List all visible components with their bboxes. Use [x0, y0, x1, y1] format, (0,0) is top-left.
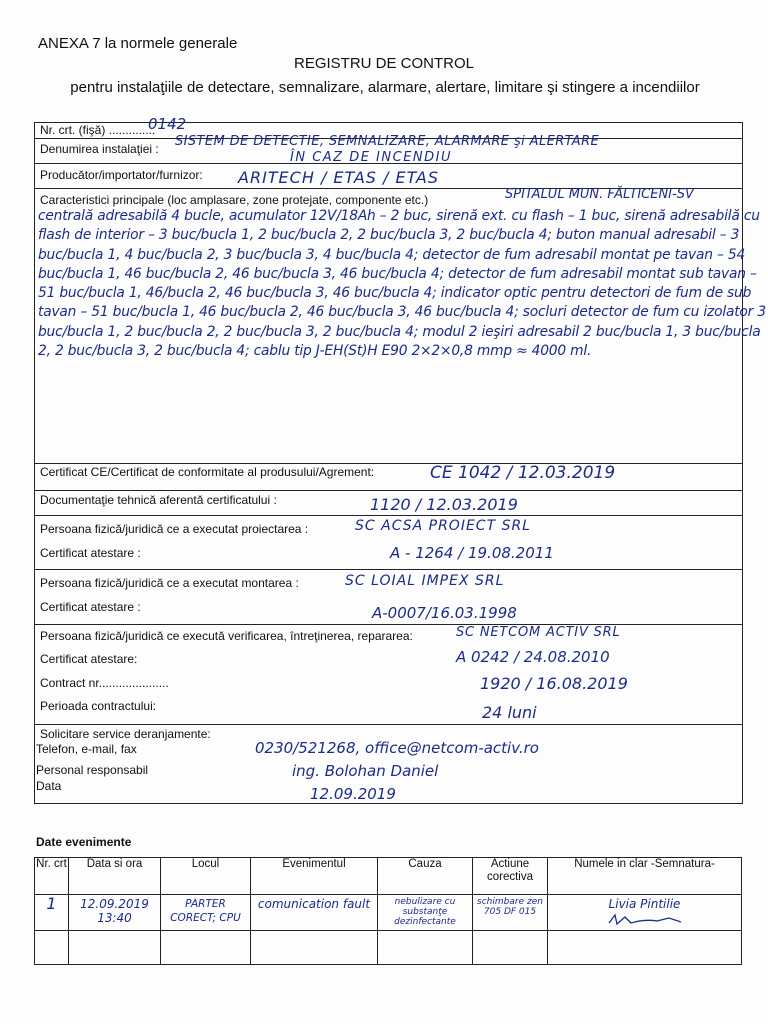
table-row: [35, 931, 742, 965]
col-header-nume: Numele in clar -Semnatura-: [548, 858, 742, 895]
events-heading: Date evenimente: [36, 835, 132, 849]
cert-atestare-value-3: A 0242 / 24.08.2010: [456, 648, 610, 666]
personal-label: Personal responsabil: [36, 763, 149, 777]
row-divider: [35, 463, 742, 464]
col-header-data: Data si ora: [69, 858, 161, 895]
proiectare-value: SC ACSA PROIECT SRL: [355, 518, 531, 534]
col-header-locul: Locul: [161, 858, 251, 895]
cell-empty: [35, 931, 69, 965]
solicitare-label: Solicitare service deranjamente:: [40, 727, 211, 741]
cell-cauza: nebulizare cu substanţe dezinfectante: [378, 895, 473, 931]
cert-atestare-value-1: A - 1264 / 19.08.2011: [390, 544, 554, 562]
cell-empty: [378, 931, 473, 965]
events-table: [34, 857, 742, 965]
cell-empty: [69, 931, 161, 965]
cell-time: 13:40: [97, 911, 132, 925]
cell-evenimentul: comunication fault: [251, 895, 378, 931]
montare-label: Persoana fizică/juridică ce a executat montarea :: [40, 576, 299, 590]
cell-empty: [473, 931, 548, 965]
cell-locul: PARTER CORECT; CPU: [161, 895, 251, 931]
documentatie-label: Documentaţie tehnică aferentă certificatului :: [40, 493, 277, 507]
personal-value: ing. Bolohan Daniel: [292, 762, 439, 780]
row-divider: [35, 515, 742, 516]
producator-value: ARITECH / ETAS / ETAS: [238, 168, 440, 187]
perioada-label: Perioada contractului:: [40, 699, 157, 713]
denumire-value-line1: SISTEM DE DETECTIE, SEMNALIZARE, ALARMARE şi ALERTARE: [175, 134, 600, 149]
caracteristici-label: Caracteristici principale (loc amplasare, zone protejate, componente etc.): [40, 193, 429, 207]
cell-empty: [251, 931, 378, 965]
table-row: [35, 895, 742, 931]
cell-date: 12.09.2019: [80, 897, 149, 911]
row-divider: [35, 724, 742, 725]
row-divider: [35, 490, 742, 491]
certificat-ce-value: CE 1042 / 12.03.2019: [430, 463, 616, 483]
cert-atestare-label-3: Certificat atestare:: [40, 652, 138, 666]
signature-icon: [605, 913, 685, 927]
cell-data: [69, 895, 161, 931]
cert-atestare-label-1: Certificat atestare :: [40, 546, 141, 560]
contact-label: Telefon, e-mail, fax: [36, 742, 137, 756]
contract-label: Contract nr.....................: [40, 676, 169, 690]
col-header-evenimentul: Evenimentul: [251, 858, 378, 895]
cell-nume-text: Livia Pintilie: [608, 897, 681, 911]
montare-value: SC LOIAL IMPEX SRL: [345, 573, 505, 589]
row-divider: [35, 624, 742, 625]
row-divider: [35, 569, 742, 570]
verificare-label: Persoana fizică/juridică ce execută verificarea, întreţinerea, repararea:: [40, 629, 413, 643]
caracteristici-location: SPITALUL MUN. FĂLTICENI-SV: [505, 187, 694, 202]
document-title: REGISTRU DE CONTROL: [293, 55, 474, 72]
annex-label: ANEXA 7 la normele generale: [38, 35, 238, 52]
cell-actiune: schimbare zen 705 DF 015: [473, 895, 548, 931]
denumire-label: Denumirea instalaţiei :: [40, 142, 159, 156]
cell-nume: [548, 895, 742, 931]
contract-value: 1920 / 16.08.2019: [480, 674, 628, 693]
col-header-cauza: Cauza: [378, 858, 473, 895]
nr-crt-value: 0142: [148, 115, 187, 133]
certificat-ce-label: Certificat CE/Certificat de conformitate al produsului/Agrement:: [40, 465, 375, 479]
col-header-actiune: Actiune corectiva: [473, 858, 548, 895]
cell-empty: [161, 931, 251, 965]
documentatie-value: 1120 / 12.03.2019: [370, 495, 518, 514]
producator-label: Producător/importator/furnizor:: [40, 168, 203, 182]
cell-nr: 1: [35, 895, 69, 931]
document-subtitle: pentru instalaţiile de detectare, semnalizare, alarmare, alertare, limitare şi stingere a incendiilor: [70, 79, 700, 96]
proiectare-label: Persoana fizică/juridică ce a executat proiectarea :: [40, 522, 309, 536]
nr-crt-label: Nr. crt. (fişă) ..............: [40, 123, 156, 137]
col-header-nr: Nr. crt: [35, 858, 69, 895]
cert-atestare-value-2: A-0007/16.03.1998: [372, 604, 517, 622]
denumire-value-line2: ÎN CAZ DE INCENDIU: [290, 150, 452, 165]
data-value: 12.09.2019: [310, 785, 396, 803]
cert-atestare-label-2: Certificat atestare :: [40, 600, 141, 614]
events-header-row: [35, 858, 742, 895]
cell-empty: [548, 931, 742, 965]
verificare-value: SC NETCOM ACTIV SRL: [456, 625, 621, 640]
data-label: Data: [36, 779, 62, 793]
solicitare-value: 0230/521268, office@netcom-activ.ro: [255, 739, 539, 757]
caracteristici-value: centrală adresabilă 4 bucle, acumulator 12V/18Ah – 2 buc, sirenă ext. cu flash – 1 buc, sirenă adresabilă cu flash de interior – 3 buc/bucla 1, 2 buc/bucla 2, 2 buc/bucla 3, 2 buc/bucla 4; buton manual adresabil – 3 buc/bucla 1, 4 buc/bucla 2, 3 buc/bucla 3, 4 buc/bucla 4; detector de fum adresabil montat pe tavan – 54 buc/bucla 1, 46 buc/bucla 2, 46 buc/bucla 3, 46 buc/bucla 4; detector de fum adresabil montat sub tavan – 51 buc/bucla 1, 46/bucla 2, 46 buc/bucla 3, 46 buc/bucla 4; indicator optic pentru detectori de fum de sub tavan – 51 buc/bucla 1, 46 buc/bucla 2, 46 buc/bucla 3, 46 buc/bucla 4; socluri detector de fum cu izolator 3 buc/bucla 1, 2 buc/bucla 2, 2 buc/bucla 3, 2 buc/bucla 4; modul 2 ieşiri adresabil 2 buc/bucla 1, 3 buc/bucla 2, 2 buc/bucla 3, 2 buc/bucla 4; cablu tip J-EH(St)H E90 2×2×0,8 mmp ≈ 4000 ml.: [38, 208, 766, 360]
perioada-value: 24 luni: [482, 703, 537, 722]
